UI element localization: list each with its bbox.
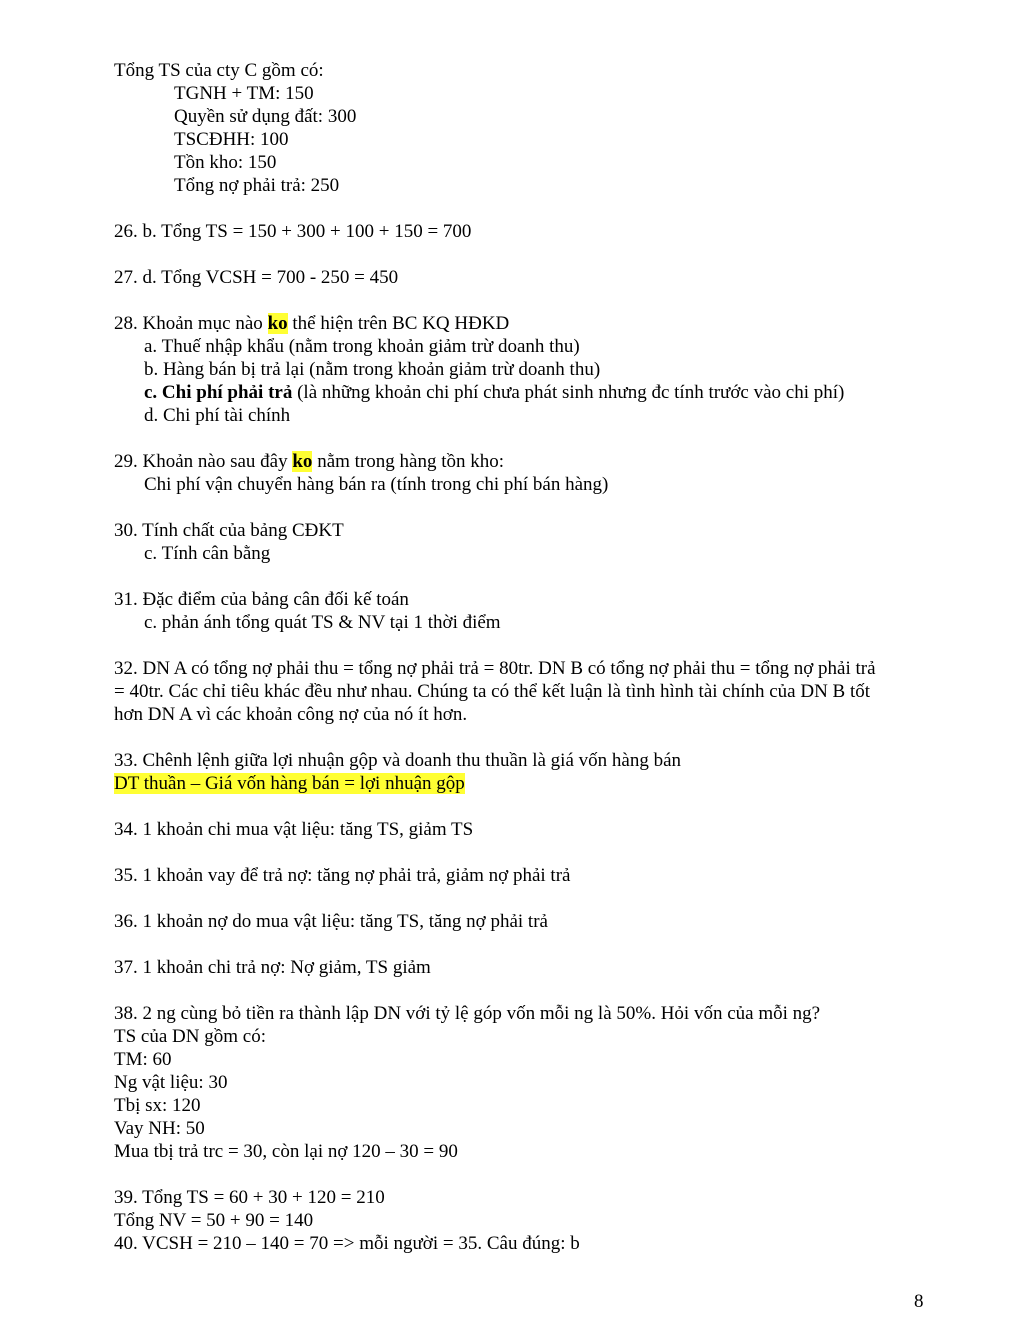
q34-answer: 34. 1 khoản chi mua vật liệu: tăng TS, giảm TS <box>114 819 474 840</box>
q39-line: Tổng NV = 50 + 90 = 140 <box>114 1210 314 1231</box>
q33-highlight: DT thuần – Giá vốn hàng bán = lợi nhuận gộp <box>114 773 465 794</box>
q28-post: thể hiện trên BC KQ HĐKD <box>287 313 510 334</box>
q29-question <box>114 450 504 473</box>
q29-answer: Chi phí vận chuyển hàng bán ra (tính trong chi phí bán hàng) <box>144 474 609 495</box>
q28-option-d: d. Chi phí tài chính <box>144 405 291 426</box>
q35-answer: 35. 1 khoản vay để trả nợ: tăng nợ phải trả, giảm nợ phải trả <box>114 865 571 886</box>
intro-item: TGNH + TM: 150 <box>174 83 314 104</box>
q37-answer: 37. 1 khoản chi trả nợ: Nợ giảm, TS giảm <box>114 957 431 978</box>
q38-line: Ng vật liệu: 30 <box>114 1072 228 1093</box>
q40-answer: 40. VCSH = 210 – 140 = 70 => mỗi người = 35. Câu đúng: b <box>114 1233 580 1254</box>
intro-item: Tồn kho: 150 <box>174 152 277 173</box>
q38-question: 38. 2 ng cùng bỏ tiền ra thành lập DN với tỷ lệ góp vốn mỗi ng là 50%. Hỏi vốn của mỗi ng? <box>114 1003 821 1024</box>
q28-question <box>114 312 509 335</box>
q28-option-c <box>144 381 844 404</box>
intro-item: Tổng nợ phải trả: 250 <box>174 175 340 196</box>
q29-pre: 29. Khoản nào sau đây <box>114 451 293 472</box>
q33-highlight-line <box>114 772 465 795</box>
q39-line: 39. Tổng TS = 60 + 30 + 120 = 210 <box>114 1187 385 1208</box>
page-number: 8 <box>914 1291 924 1312</box>
q38-line: Vay NH: 50 <box>114 1118 205 1139</box>
q31-question: 31. Đặc điểm của bảng cân đối kế toán <box>114 589 409 610</box>
intro-item: Quyền sử dụng đất: 300 <box>174 106 357 127</box>
q28-option-c-rest: (là những khoản chi phí chưa phát sinh nhưng đc tính trước vào chi phí) <box>292 382 845 403</box>
q38-line: Tbị sx: 120 <box>114 1095 201 1116</box>
q33-question: 33. Chênh lệnh giữa lợi nhuận gộp và doanh thu thuần là giá vốn hàng bán <box>114 750 682 771</box>
q31-answer: c. phản ánh tổng quát TS & NV tại 1 thời điểm <box>144 612 501 633</box>
q28-pre: 28. Khoản mục nào <box>114 313 268 334</box>
q27-answer: 27. d. Tổng VCSH = 700 - 250 = 450 <box>114 267 399 288</box>
intro-item: TSCĐHH: 100 <box>174 129 289 150</box>
q32-line: 32. DN A có tổng nợ phải thu = tổng nợ phải trả = 80tr. DN B có tổng nợ phải thu = tổng nợ phải trả <box>114 658 876 679</box>
q32-line: hơn DN A vì các khoản công nợ của nó ít hơn. <box>114 704 468 725</box>
q28-option-c-bold: c. Chi phí phải trả <box>144 382 293 403</box>
intro-title: Tổng TS của cty C gồm có: <box>114 60 324 81</box>
q38-line: TS của DN gồm có: <box>114 1026 266 1047</box>
q38-line: Mua tbị trả trc = 30, còn lại nợ 120 – 30 = 90 <box>114 1141 458 1162</box>
q38-line: TM: 60 <box>114 1049 172 1070</box>
q26-answer: 26. b. Tổng TS = 150 + 300 + 100 + 150 = 700 <box>114 221 472 242</box>
q28-highlight: ko <box>267 313 288 334</box>
q28-option-a: a. Thuế nhập khẩu (nằm trong khoản giảm trừ doanh thu) <box>144 336 580 357</box>
q30-answer: c. Tính cân bằng <box>144 543 271 564</box>
q28-option-b: b. Hàng bán bị trả lại (nằm trong khoản giảm trừ doanh thu) <box>144 359 601 380</box>
q30-question: 30. Tính chất của bảng CĐKT <box>114 520 344 541</box>
q36-answer: 36. 1 khoản nợ do mua vật liệu: tăng TS, tăng nợ phải trả <box>114 911 548 932</box>
q29-highlight: ko <box>292 451 313 472</box>
q32-line: = 40tr. Các chỉ tiêu khác đều như nhau. Chúng ta có thể kết luận là tình hình tài chính của DN B tốt <box>114 681 871 702</box>
q29-post: nằm trong hàng tồn kho: <box>312 451 504 472</box>
